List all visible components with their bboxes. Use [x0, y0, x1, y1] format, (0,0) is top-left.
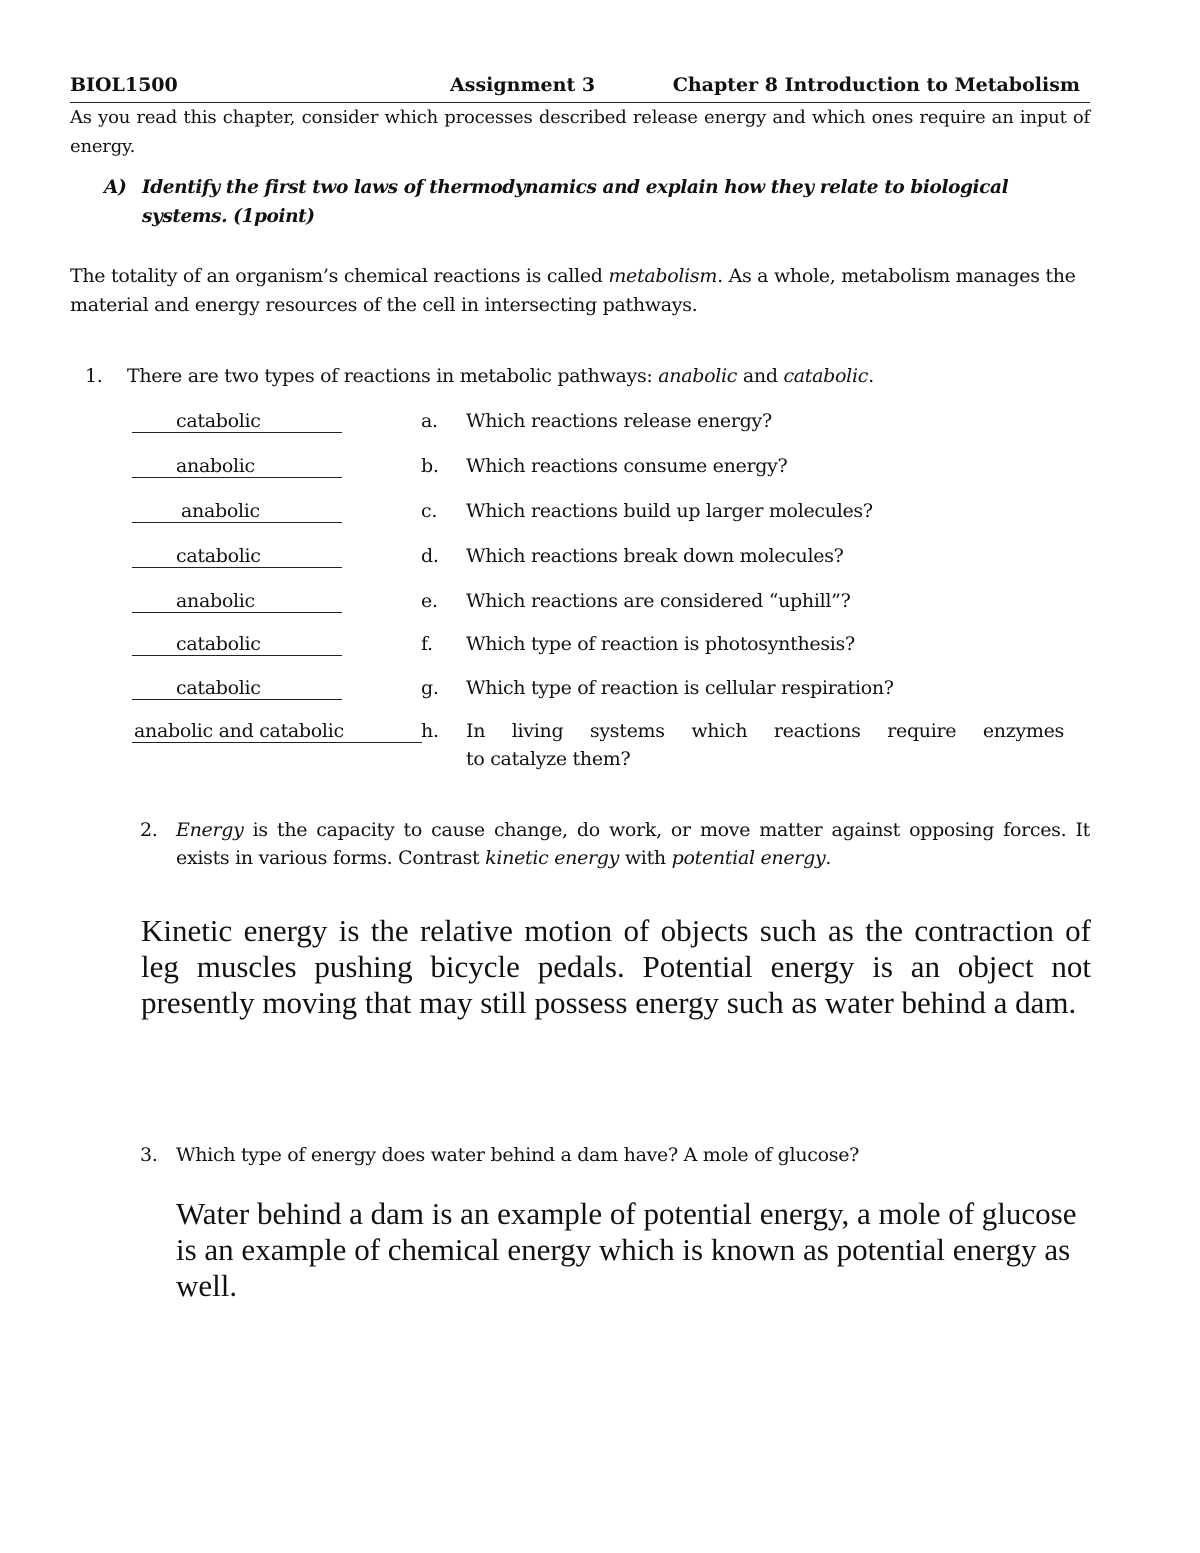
assignment-title: Assignment 3 [450, 74, 596, 96]
letter-d: d. [421, 545, 439, 567]
question-2 [140, 816, 1090, 872]
question-c-text: Which reactions build up larger molecules? [466, 500, 873, 522]
intro-text: As you read this chapter, consider which processes described release energy and which ones require an input of energy. [70, 107, 1090, 157]
question-a-text-sub: Which reactions release energy? [466, 410, 772, 432]
question-h-text: In living systems which reactions require enzymes [466, 720, 1064, 742]
answer-e: anabolic [176, 590, 255, 612]
subquestion-a [130, 410, 1070, 440]
question-3-number: 3. [140, 1144, 158, 1166]
answer-blank-b[interactable] [132, 455, 342, 478]
q2-text-end: . [825, 847, 832, 869]
paragraph-before: The totality of an organism’s chemical reactions is called [70, 265, 609, 287]
question-g-text: Which type of reaction is cellular respiration? [466, 677, 894, 699]
answer-blank-f[interactable] [132, 633, 342, 656]
subquestion-f [130, 633, 1070, 663]
q1-term-catabolic: catabolic [783, 365, 869, 387]
q2-term-kinetic: kinetic energy [485, 847, 620, 869]
letter-c: c. [421, 500, 438, 522]
subquestion-e [130, 590, 1070, 620]
question-2-text [140, 816, 1090, 872]
letter-f: f. [421, 633, 433, 655]
subquestion-d [130, 545, 1070, 575]
q1-text-middle: and [737, 365, 784, 387]
question-1-text [127, 362, 874, 391]
question-h-text-cont: to catalyze them? [466, 748, 631, 770]
q1-term-anabolic: anabolic [658, 365, 738, 387]
answer-blank-e[interactable] [132, 590, 342, 613]
course-code: BIOL1500 [70, 74, 178, 96]
letter-h: h. [421, 720, 439, 742]
question-3-text: Which type of energy does water behind a dam have? A mole of glucose? [176, 1144, 860, 1166]
question-2-number: 2. [140, 819, 158, 841]
answer-blank-h[interactable] [132, 720, 422, 743]
subquestion-b [130, 455, 1070, 485]
question-b-text: Which reactions consume energy? [466, 455, 788, 477]
paragraph-after: . As a whole, metabolism manages the material and energy resources of the cell in intersecting pathways. [70, 265, 1076, 316]
q2-text1: is the capacity to cause change, do work, or move matter against opposing forces. It exists in various forms. Contrast [176, 819, 1090, 869]
question-d-text: Which reactions break down molecules? [466, 545, 844, 567]
answer-d: catabolic [176, 545, 261, 567]
metabolism-paragraph [70, 262, 1095, 320]
answer-3: Water behind a dam is an example of potential energy, a mole of glucose is an example of chemical energy which is known as potential energy as well. [176, 1196, 1077, 1303]
answer-b: anabolic [176, 455, 255, 477]
question-a-letter: A) [104, 177, 127, 198]
letter-b: b. [421, 455, 439, 477]
answer-c: anabolic [181, 500, 260, 522]
document-header [70, 74, 1090, 103]
answer-blank-c[interactable] [132, 500, 342, 523]
subquestion-h [130, 720, 1070, 780]
question-a-text: Identify the first two laws of thermodynamics and explain how they relate to biological systems. (1point) [142, 177, 1009, 227]
q2-text2: with [619, 847, 672, 869]
q1-text-before: There are two types of reactions in metabolic pathways: [127, 365, 659, 387]
question-e-text: Which reactions are considered “uphill”? [466, 590, 851, 612]
answer-f: catabolic [176, 633, 261, 655]
q1-text-end: . [868, 365, 874, 387]
answer-2: Kinetic energy is the relative motion of objects such as the contraction of leg muscles pushing bicycle pedals. Potential energy is an object not presently moving that may still possess energy such as water behind a dam. [141, 913, 1091, 1020]
chapter-title: Chapter 8 Introduction to Metabolism [672, 74, 1080, 96]
question-a [104, 173, 1094, 231]
question-1-number: 1. [85, 365, 103, 387]
q2-term-energy: Energy [176, 819, 244, 841]
paragraph-term: metabolism [608, 265, 718, 287]
answer-blank-d[interactable] [132, 545, 342, 568]
question-f-text: Which type of reaction is photosynthesis? [466, 633, 855, 655]
q2-term-potential: potential energy [671, 847, 826, 869]
answer-blank-g[interactable] [132, 677, 342, 700]
answer-a: catabolic [176, 410, 261, 432]
answer-h: anabolic and catabolic [134, 720, 344, 742]
letter-e: e. [421, 590, 438, 612]
subquestion-g [130, 677, 1070, 707]
answer-g: catabolic [176, 677, 261, 699]
subquestion-c [130, 500, 1070, 530]
letter-a: a. [421, 410, 438, 432]
letter-g: g. [421, 677, 439, 699]
answer-blank-a[interactable] [132, 410, 342, 433]
